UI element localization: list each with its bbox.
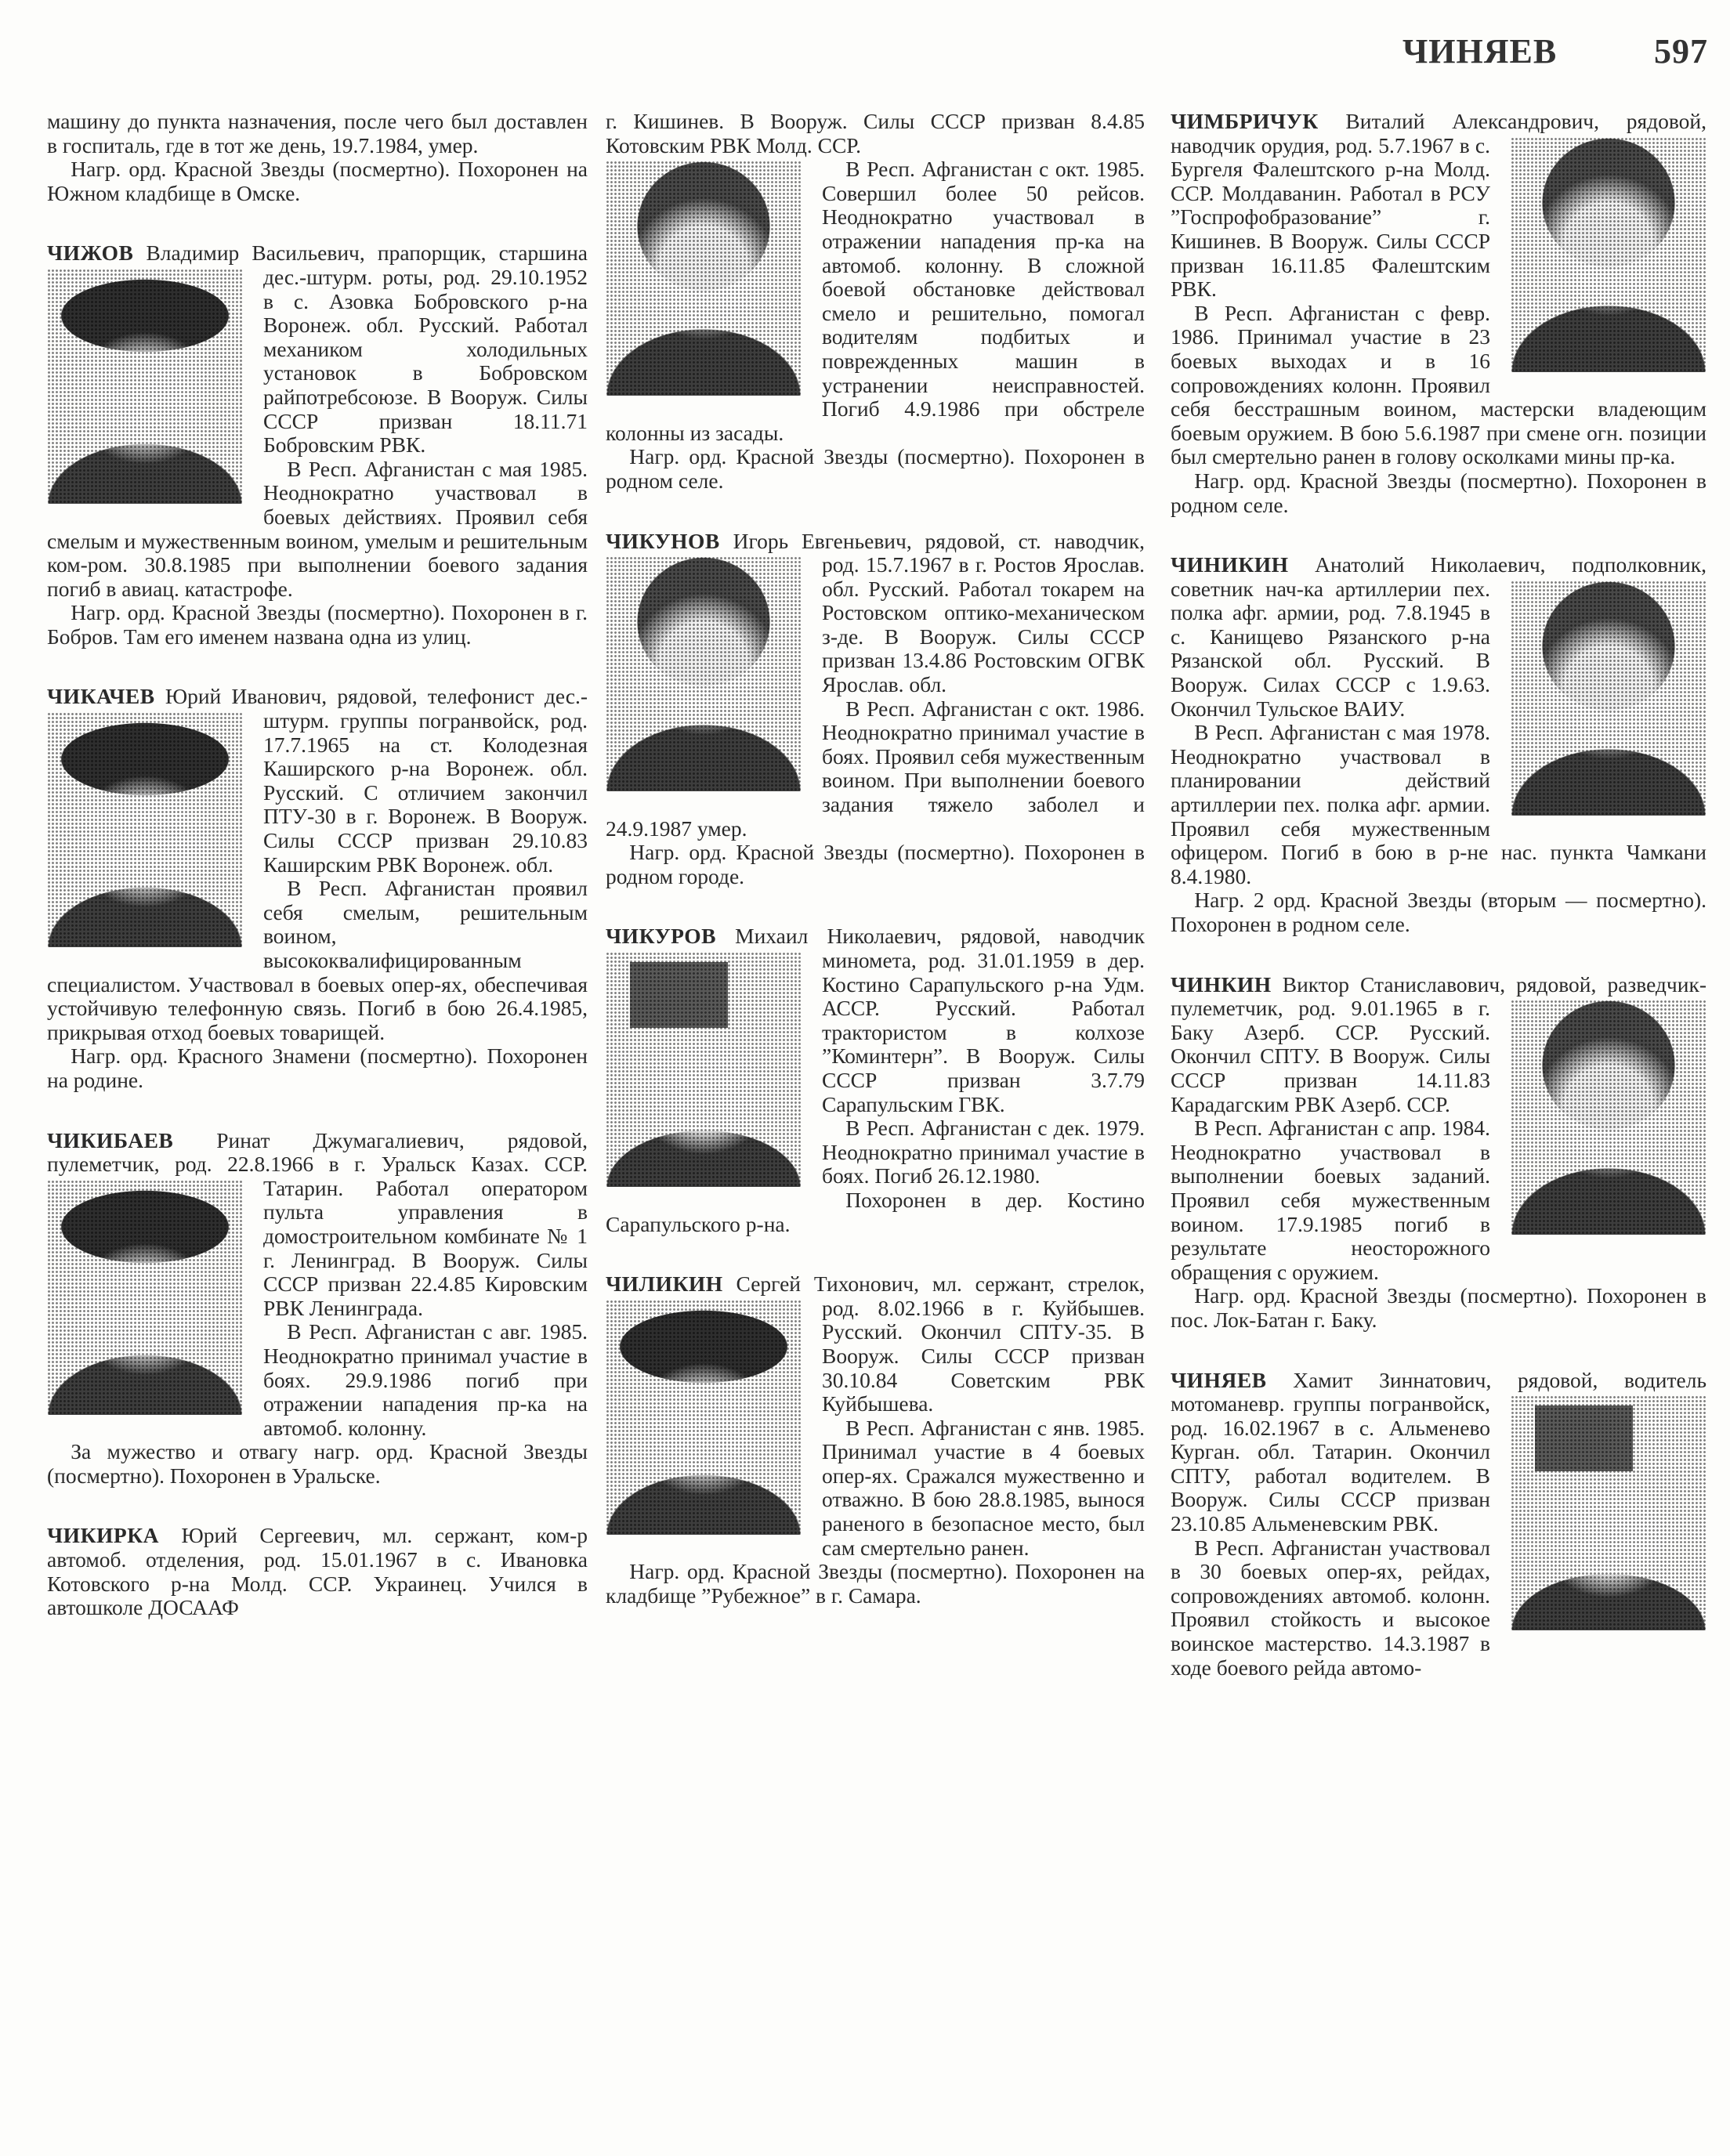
surname: ЧИНКИН (1171, 971, 1272, 997)
surname: ЧИКИБАЕВ (47, 1127, 174, 1152)
paragraph: В Респ. Афганистан проявил себя смелым, решительным воином, высококвалифицированным специалистом. Участвовал в боевых опер-ях, обеспечивая устойчивую телефонную связь. Погиб в бою 26.4.1985, прикрывая отход боевых товарищей. (47, 876, 588, 1044)
entry-chikirka (47, 1524, 588, 1619)
page-number: 597 (1654, 32, 1708, 71)
surname: ЧИКУРОВ (606, 924, 717, 949)
portrait-photo (1511, 581, 1706, 816)
intro-text: Сергей Тихонович, мл. сержант, стрелок, род. (722, 1272, 1145, 1320)
paragraph: Нагр. 2 орд. Красной Звезды (вторым — посмертно). Похоронен в родном селе. (1171, 888, 1706, 936)
portrait-photo (47, 269, 243, 504)
intro-text: Юрий Иванович, рядовой, телефонист дес.-штурм. группы погранвойск, род. (154, 684, 588, 733)
entry-intro (47, 1524, 588, 1619)
paragraph: машину до пункта назначения, после чего был доставлен в госпиталь, где в тот же день, 19.7.1984, умер. (47, 109, 588, 157)
intro-text-continued: в с. Азовка Бобровского р-на Воронеж. обл. Русский. Работал механиком холодильных установок в Бобровском райпотребсоюзе. В Вооруж. Силы СССР призван 18.11.71 Бобровским РВК. (263, 288, 588, 458)
entry-chizhov (47, 241, 588, 649)
intro-text-continued: пех. полка афг. армии, род. 7.8.1945 в с. Канищево Рязанского р-на Рязанской обл. Русский. В Вооруж. Силах СССР с 1.9.63. Окончил Тульское ВАИУ. (1171, 576, 1490, 721)
paragraph: В Респ. Афганистан с дек. 1979. Неоднократно принимал участие в боях. Погиб 26.12.1980. (822, 1116, 1145, 1188)
running-head (1402, 31, 1708, 78)
paragraph: В Респ. Афганистан с мая 1985. Неоднократно участвовал в боевых действиях. Проявил себя смелым и мужественным воином, умелым и решительным ком-ром. 30.8.1985 при выполнении боевого задания погиб в авиац. катастрофе. (47, 456, 588, 601)
entry-intro (47, 685, 588, 877)
entry-chimbrichuk (1171, 110, 1706, 517)
paragraph: Нагр. орд. Красной Звезды (посмертно). Похоронен на кладбище ”Рубежное” в г. Самара. (606, 1559, 1145, 1608)
surname: ЧИМБРИЧУК (1171, 109, 1319, 133)
entry-intro (1171, 1369, 1706, 1536)
surname: ЧИКУНОВ (606, 528, 720, 553)
entry-chikurov (606, 924, 1145, 1236)
paragraph: В Респ. Афганистан с авг. 1985. Неоднократно принимал участие в боях. 29.9.1986 погиб при отражении нападения пр-ка на автомоб. колонну. (263, 1319, 588, 1440)
intro-text-continued: 17.7.1965 на ст. Колодезная Каширского р-на Воронеж. обл. Русский. С отличием закончил ПТУ-30 в г. Воронеж. В Вооруж. Силы СССР призван 29.10.83 Каширским РВК Воронеж. обл. (263, 732, 588, 877)
intro-text-continued: Казах. ССР. Татарин. Работал оператором пульта управления в домостроительном комбинате № 1 г. Ленинград. В Вооруж. Силы СССР призван 22.4.85 Кировским РВК Ленинграда. (263, 1152, 588, 1320)
intro-text-continued: род. 9.01.1965 в г. Баку Азерб. ССР. Русский. Окончил СПТУ. В Вооруж. Силы СССР призван 14.11.83 Карадагским РВК Азерб. ССР. (1171, 996, 1490, 1116)
paragraph: В Респ. Афганистан с февр. 1986. Принимал участие в 23 боевых выходах и в 16 сопровождениях колонн. Проявил себя бесстрашным воином, мастерски владеющим боевым оружием. В бою 5.6.1987 при смене огн. позиции был смертельно ранен в голову осколками мины пр-ка. (1171, 300, 1706, 469)
entry-continuation (606, 110, 1145, 494)
entry-chikunov (606, 530, 1145, 889)
intro-text: Игорь Евгеньевич, рядовой, ст. наводчик, род. 15.7.1967 в г. (719, 528, 1145, 577)
intro-text-continued: Ростов Ярослав. обл. Русский. Работал токарем на Ростовском оптико-механическом з-де. В Вооруж. Силы СССР призван 13.4.86 Ростовским ОГВК Ярослав. обл. (822, 552, 1145, 697)
running-head-word: ЧИНЯЕВ (1402, 32, 1558, 71)
paragraph: В Респ. Афганистан с апр. 1984. Неоднократно участвовал в выполнении боевых заданий. Проявил себя мужественным воином. 17.9.1985 погиб в результате неосторожного обращения с оружием. (1171, 1116, 1490, 1284)
intro-text: Владимир Васильевич, прапорщик, старшина дес.-штурм. роты, род. 29.10.1952 (133, 241, 588, 289)
entry-chinyaev (1171, 1369, 1706, 1680)
entry-chikibaev (47, 1129, 588, 1489)
intro-text: Михаил Николаевич, рядовой, наводчик минометa, род. 31.01.1959 (716, 924, 1145, 972)
intro-text: Виталий Александрович, рядовой, наводчик орудия, род. 5.7.1967 (1171, 109, 1706, 157)
entry-intro (1171, 553, 1706, 721)
paragraph: Нагр. орд. Красной Звезды (посмертно). Похоронен в родном селе. (606, 444, 1145, 493)
entry-intro (606, 924, 1145, 1116)
paragraph: Нагр. орд. Красной Звезды (посмертно). Похоронен в г. Бобров. Там его именем названа одна из улиц. (47, 600, 588, 649)
portrait-photo (47, 1180, 243, 1415)
surname: ЧИЖОВ (47, 241, 134, 266)
paragraph: Нагр. орд. Красной Звезды (посмертно). Похоронен в родном селе. (1171, 468, 1706, 517)
portrait-photo (606, 161, 802, 396)
intro-text: Анатолий Николаевич, подполковник, советник нач-ка артиллерии (1171, 552, 1706, 601)
surname: ЧИЛИКИН (606, 1272, 723, 1297)
portrait-photo (1511, 1395, 1706, 1630)
paragraph: В Респ. Афганистан с янв. 1985. Принимал участие в 4 боевых опер-ях. Сражался мужественно и отважно. В бою 28.8.1985, вынося раненого в безопасное место, был сам смертельно ранен. (822, 1415, 1145, 1560)
column-left (47, 110, 588, 1620)
portrait-photo (1511, 137, 1706, 372)
portrait-photo (47, 712, 243, 947)
intro-text: Ринат Джумагалиевич, рядовой, пулеметчик, род. 22.8.1966 в г. Уральск (47, 1127, 588, 1177)
surname: ЧИНЯЕВ (1171, 1367, 1267, 1392)
paragraph: Нагр. орд. Красной Звезды (посмертно). Похоронен на Южном кладбище в Омске. (47, 157, 588, 205)
entry-intro (606, 530, 1145, 697)
entry-intro (1171, 110, 1706, 302)
portrait-photo (606, 952, 802, 1187)
surname: ЧИКИРКА (47, 1523, 160, 1548)
paragraph: За мужество и отвагу нагр. орд. Красной Звезды (посмертно). Похоронен в Уральске. (47, 1439, 588, 1488)
entry-chilikin (606, 1272, 1145, 1608)
paragraph: г. Кишинев. В Вооруж. Силы СССР призван 8.4.85 Котовским РВК Молд. ССР. (606, 109, 1145, 157)
paragraph: Нагр. орд. Красной Звезды (посмертно). Похоронен в пос. Лок-Батан г. Баку. (1171, 1283, 1706, 1332)
intro-text-continued: в с. Бургеля Фалештского р-на Молд. ССР. Молдаванин. Работал в РСУ ”Госпрофобразование” г. Кишинев. В Вооруж. Силы СССР призван 16.11.85 Фалештским РВК. (1171, 132, 1490, 302)
paragraph: Похоронен в дер. Костино Сарапульского р-на. (606, 1187, 1145, 1236)
paragraph: В Респ. Афганистан с окт. 1986. Неоднократно принимал участие в боях. Проявил себя мужественным воином. При выполнении боевого задания тяжело заболел и 24.9.1987 умер. (606, 696, 1145, 841)
intro-text: Виктор Станиславович, рядовой, разведчик-пулеметчик, (1171, 971, 1706, 1021)
intro-text: Юрий Сергеевич, мл. сержант, ком-р автомоб. отделения, род. 15.01.1967 в с. Ивановка Котовского р-на Молд. ССР. Украинец. Учился в автошколе ДОСААФ (47, 1523, 588, 1620)
entry-intro (47, 1129, 588, 1321)
portrait-photo (606, 1300, 802, 1535)
intro-text-continued: 8.02.1966 в г. Куйбышев. Русский. Окончил СПТУ-35. В Вооруж. Силы СССР призван 30.10.84 Советским РВК Куйбышева. (822, 1295, 1145, 1416)
column-middle (606, 110, 1145, 1608)
entry-intro (47, 241, 588, 457)
paragraph: В Респ. Афганистан с окт. 1985. Совершил более 50 рейсов. Неоднократно участвовал в отражении нападения пр-ка на автомоб. колонну. В сложной боевой обстановке действовал смело и решительно, помогал водителям подбитых и поврежденных машин в устранении неисправностей. Погиб 4.9.1986 при обстреле колонны из засады. (606, 157, 1145, 445)
entry-intro (606, 1272, 1145, 1416)
paragraph: Нагр. орд. Красного Знамени (посмертно). Похоронен на родине. (47, 1044, 588, 1092)
column-right (1171, 110, 1706, 1680)
entry-chinkin (1171, 973, 1706, 1333)
entry-continuation (47, 110, 588, 205)
surname: ЧИНИКИН (1171, 552, 1289, 577)
entry-chinikin (1171, 553, 1706, 937)
entry-intro (1171, 973, 1706, 1117)
paragraph: В Респ. Афганистан с мая 1978. Неоднократно участвовал в планировании действий артиллерии пех. полка афг. армии. Проявил себя мужественным офицером. Погиб в бою в р-не нас. пункта Чамкани 8.4.1980. (1171, 720, 1706, 888)
intro-text: Хамит Зиннатович, рядовой, водитель мотоманевр. группы погранвойск, (1171, 1367, 1706, 1416)
portrait-photo (606, 556, 802, 791)
entry-chikachev (47, 685, 588, 1092)
paragraph: Нагр. орд. Красной Звезды (посмертно). Похоронен в родном городе. (606, 840, 1145, 888)
intro-text-continued: род. 16.02.1967 в с. Альменево Курган. обл. Татарин. Окончил СПТУ, работал водителем. В Вооруж. Силы СССР призван 23.10.85 Альменевским РВК. (1171, 1415, 1490, 1536)
portrait-photo (1511, 1000, 1706, 1235)
surname: ЧИКАЧЕВ (47, 684, 155, 709)
paragraph: В Респ. Афганистан участвовал в 30 боевых опер-ях, рейдах, сопровождениях автомоб. колонн. Проявил стойкость и высокое воинское мастерство. 14.3.1987 в ходе боевого рейда автомо- (1171, 1535, 1490, 1680)
intro-text-continued: в дер. Костино Сарапульского р-на Удм. АССР. Русский. Работал трактористом в колхозе ”Коминтерн”. В Вооруж. Силы СССР призван 3.7.79 Сарапульским ГВК. (822, 948, 1145, 1116)
